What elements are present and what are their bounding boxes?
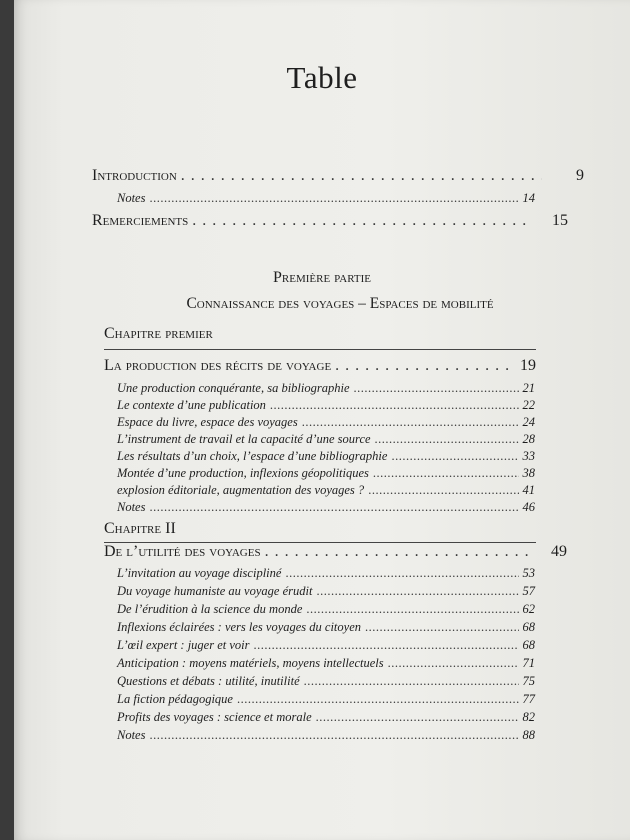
toc-entry-label: Questions et débats : utilité, inutilité — [117, 674, 300, 688]
chapter-label: Chapitre premier — [104, 325, 213, 342]
toc-section — [117, 466, 535, 481]
toc-entry-page: 15 — [552, 212, 568, 229]
toc-entry-label: De l’érudition à la science du monde — [117, 602, 303, 616]
toc-entry-page: 82 — [522, 710, 535, 724]
toc-entry-page: 46 — [522, 500, 535, 514]
dot-leader — [149, 191, 518, 206]
toc-entry-page: 21 — [522, 381, 535, 395]
dot-leader — [237, 692, 519, 707]
toc-entry-label: Notes — [117, 191, 146, 205]
toc-section — [117, 710, 535, 725]
dot-leader — [373, 466, 519, 481]
toc-section — [117, 381, 535, 396]
toc-section — [117, 500, 535, 515]
dot-leader — [316, 584, 518, 599]
dot-leader — [365, 620, 518, 635]
toc-section — [117, 584, 535, 599]
toc-section — [117, 566, 535, 581]
toc-entry-label: Notes — [117, 500, 146, 514]
toc-entry-label: L’instrument de travail et la capacité d’une source — [117, 432, 371, 446]
toc-entry-label: La production des récits de voyage — [104, 357, 332, 374]
dot-leader — [354, 381, 519, 396]
toc-entry-page: 9 — [576, 167, 584, 184]
toc-entry-label: Remerciements — [92, 212, 189, 229]
dot-leader — [285, 566, 518, 581]
toc-entry-page: 14 — [522, 191, 535, 205]
toc-section — [117, 620, 535, 635]
chapter-heading — [104, 543, 567, 561]
toc-entry-page: 33 — [522, 449, 535, 463]
toc-section — [117, 483, 535, 498]
dot-leader — [391, 449, 518, 464]
page-title: Table — [286, 60, 358, 95]
dot-leader — [265, 543, 529, 561]
dot-leader — [302, 415, 519, 430]
toc-entry-page: 77 — [522, 692, 535, 706]
toc-section — [117, 656, 535, 671]
book-page — [14, 0, 630, 840]
toc-section — [117, 432, 535, 447]
toc-entry-page: 41 — [522, 483, 535, 497]
toc-entry-label: Espace du livre, espace des voyages — [117, 415, 298, 429]
dot-leader — [254, 638, 519, 653]
dot-leader — [149, 728, 518, 743]
dot-leader — [192, 212, 528, 230]
dot-leader — [181, 167, 542, 185]
toc-entry-page: 71 — [522, 656, 535, 670]
dot-leader — [306, 602, 518, 617]
toc-entry-page: 75 — [522, 674, 535, 688]
dot-leader — [375, 432, 519, 447]
toc-entry-page: 88 — [522, 728, 535, 742]
toc-entry-page: 22 — [522, 398, 535, 412]
toc-section — [117, 728, 535, 743]
part-subtitle: Connaissance des voyages – Espaces de mobilité — [186, 295, 494, 312]
toc-entry-page: 62 — [522, 602, 535, 616]
dot-leader — [316, 710, 519, 725]
toc-section — [117, 398, 535, 413]
toc-entry-label: Du voyage humaniste au voyage érudit — [117, 584, 313, 598]
toc-entry-page: 28 — [522, 432, 535, 446]
dot-leader — [335, 357, 516, 375]
toc-entry-page: 24 — [522, 415, 535, 429]
dot-leader — [304, 674, 519, 689]
toc-entry-page: 57 — [522, 584, 535, 598]
toc-section — [117, 692, 535, 707]
dot-leader — [388, 656, 519, 671]
toc-entry-label: Les résultats d’un choix, l’espace d’une bibliographie — [117, 449, 388, 463]
dot-leader — [270, 398, 519, 413]
toc-entry-label: Notes — [117, 728, 146, 742]
toc-entry-page: 49 — [551, 543, 567, 560]
toc-entry-page: 38 — [522, 466, 535, 480]
toc-entry-introduction — [92, 167, 584, 185]
toc-section — [117, 415, 535, 430]
toc-section — [117, 449, 535, 464]
toc-entry-label: La fiction pédagogique — [117, 692, 233, 706]
dot-leader — [149, 500, 518, 515]
toc-entry-label: Introduction — [92, 167, 177, 184]
toc-entry-label: Montée d’une production, inflexions géopolitiques — [117, 466, 369, 480]
toc-entry-label: Le contexte d’une publication — [117, 398, 266, 412]
toc-entry-label: explosion éditoriale, augmentation des voyages ? — [117, 483, 365, 497]
toc-entry-label: Anticipation : moyens matériels, moyens intellectuels — [117, 656, 384, 670]
toc-entry-page: 68 — [522, 638, 535, 652]
dot-leader — [368, 483, 518, 498]
toc-entry-label: L’invitation au voyage discipliné — [117, 566, 282, 580]
toc-section — [117, 602, 535, 617]
chapter-rule — [104, 349, 536, 350]
toc-entry-notes — [117, 191, 535, 206]
part-label: Première partie — [272, 269, 371, 286]
chapter-heading — [104, 357, 536, 375]
toc-section — [117, 674, 535, 689]
toc-entry-page: 68 — [522, 620, 535, 634]
toc-entry-label: Inflexions éclairées : vers les voyages du citoyen — [117, 620, 362, 634]
toc-entry-remerciements — [92, 212, 568, 230]
toc-entry-label: L’œil expert : juger et voir — [117, 638, 250, 652]
toc-section — [117, 638, 535, 653]
toc-entry-page: 53 — [522, 566, 535, 580]
chapter-label: Chapitre II — [104, 520, 176, 537]
toc-entry-label: Une production conquérante, sa bibliographie — [117, 381, 350, 395]
toc-entry-label: Profits des voyages : science et morale — [117, 710, 312, 724]
toc-entry-page: 19 — [520, 357, 536, 374]
toc-entry-label: De l’utilité des voyages — [104, 543, 261, 560]
